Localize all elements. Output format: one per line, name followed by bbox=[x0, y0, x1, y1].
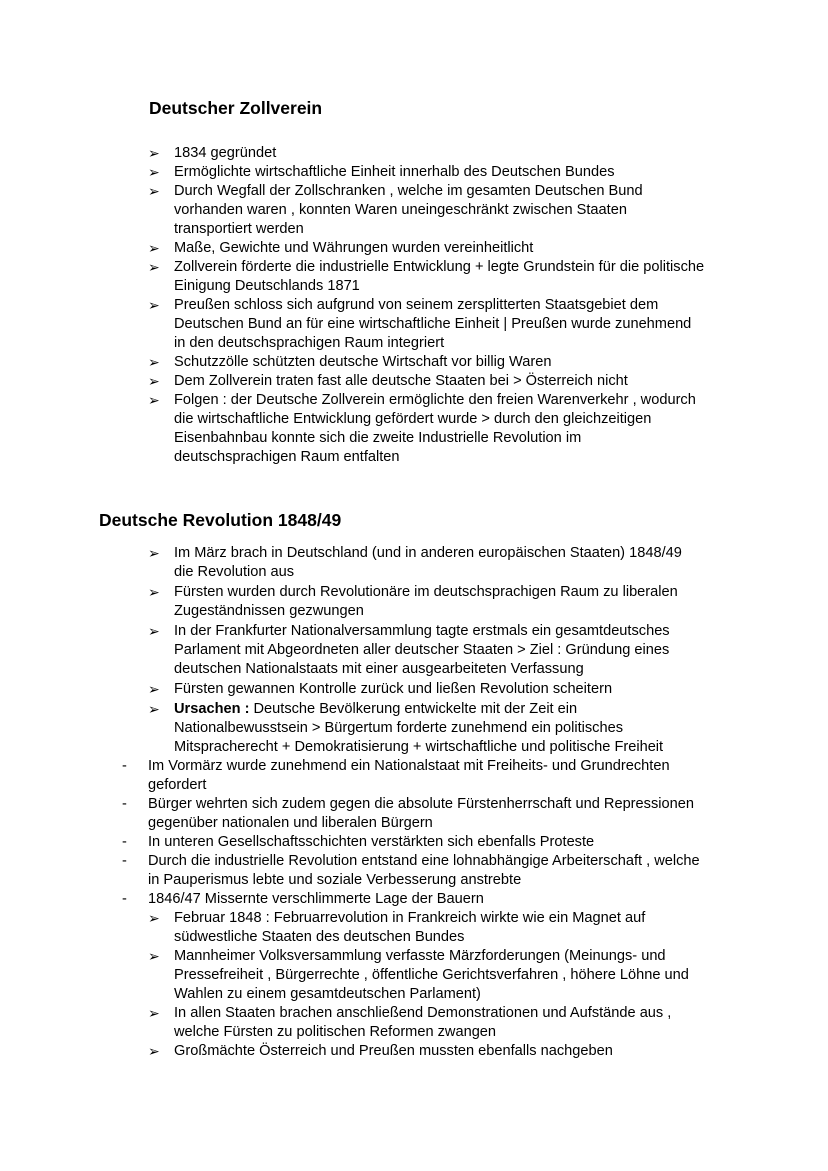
item-line: 1834 gegründet bbox=[174, 145, 277, 161]
arrow-bullet-icon: ➢ bbox=[148, 183, 160, 199]
bullet-list-item bbox=[148, 1042, 793, 1061]
arrow-bullet-icon: ➢ bbox=[148, 373, 160, 389]
dash-marker: - bbox=[122, 853, 127, 869]
bullet-list-item bbox=[148, 353, 788, 372]
item-line: Folgen : der Deutsche Zollverein ermöglichte den freien Warenverkehr , wodurch bbox=[174, 392, 696, 408]
item-line: in Pauperismus lebte und soziale Verbesserung anstrebte bbox=[148, 872, 522, 888]
item-line: Pressefreiheit , Bürgerrechte , öffentliche Gerichtsverfahren , höhere Löhne und bbox=[174, 967, 689, 983]
item-line: die wirtschaftliche Entwicklung gefördert wurde > durch den gleichzeitigen bbox=[174, 411, 652, 427]
item-line: transportiert werden bbox=[174, 221, 304, 237]
bullet-list-item bbox=[148, 296, 788, 353]
arrow-bullet-icon: ➢ bbox=[148, 1005, 160, 1021]
revolution-list bbox=[113, 543, 793, 1061]
dash-list-item bbox=[113, 833, 793, 852]
bullet-list-item bbox=[148, 391, 788, 467]
item-line: Mannheimer Volksversammlung verfasste Märzforderungen (Meinungs- und bbox=[174, 948, 666, 964]
item-line: Deutsche Bevölkerung entwickelte mit der Zeit ein bbox=[249, 701, 578, 717]
item-line: Deutschen Bund an für eine wirtschaftliche Einheit | Preußen wurde zunehmend bbox=[174, 316, 692, 332]
arrow-bullet-icon: ➢ bbox=[148, 545, 160, 561]
item-line: Mitspracherecht + Demokratisierung + wirtschaftliche und politische Freiheit bbox=[174, 739, 664, 755]
item-line: Im März brach in Deutschland (und in anderen europäischen Staaten) 1848/49 bbox=[174, 545, 682, 561]
zollverein-list bbox=[148, 144, 788, 467]
heading-revolution: Deutsche Revolution 1848/49 bbox=[99, 510, 342, 530]
item-line: Zugeständnissen gezwungen bbox=[174, 603, 364, 619]
item-line: gegenüber nationalen und liberalen Bürgern bbox=[148, 815, 433, 831]
item-line: deutschsprachigen Raum entfalten bbox=[174, 449, 400, 465]
bullet-list-item bbox=[148, 258, 788, 296]
item-line: Eisenbahnbau konnte sich die zweite Industrielle Revolution im bbox=[174, 430, 582, 446]
arrow-bullet-icon: ➢ bbox=[148, 354, 160, 370]
dash-marker: - bbox=[122, 834, 127, 850]
item-line: Schutzzölle schützten deutsche Wirtschaft vor billig Waren bbox=[174, 354, 552, 370]
bullet-list-item bbox=[148, 372, 788, 391]
item-line: Im Vormärz wurde zunehmend ein Nationalstaat mit Freiheits- und Grundrechten bbox=[148, 758, 670, 774]
item-line: Nationalbewusstsein > Bürgertum forderte zunehmend ein politisches bbox=[174, 720, 624, 736]
dash-list-item bbox=[113, 795, 793, 833]
item-line: vorhanden waren , konnten Waren uneingeschränkt zwischen Staaten bbox=[174, 202, 627, 218]
item-line: welche Fürsten zu politischen Reformen zwangen bbox=[174, 1024, 497, 1040]
bullet-list-item bbox=[148, 947, 793, 1004]
arrow-bullet-icon: ➢ bbox=[148, 259, 160, 275]
item-line: Zollverein förderte die industrielle Entwicklung + legte Grundstein für die politische bbox=[174, 259, 705, 275]
item-line: Parlament mit Abgeordneten aller deutscher Staaten > Ziel : Gründung eines bbox=[174, 642, 670, 658]
item-line: 1846/47 Missernte verschlimmerte Lage der Bauern bbox=[148, 891, 484, 907]
arrow-bullet-icon: ➢ bbox=[148, 145, 160, 161]
item-line: Maße, Gewichte und Währungen wurden vereinheitlicht bbox=[174, 240, 534, 256]
item-line: Großmächte Österreich und Preußen mussten ebenfalls nachgeben bbox=[174, 1043, 613, 1059]
bullet-list-item bbox=[148, 1004, 793, 1042]
arrow-bullet-icon: ➢ bbox=[148, 1043, 160, 1059]
item-line: In allen Staaten brachen anschließend Demonstrationen und Aufstände aus , bbox=[174, 1005, 672, 1021]
bullet-list-item bbox=[148, 622, 793, 679]
dash-list-item bbox=[113, 890, 793, 909]
item-line: Preußen schloss sich aufgrund von seinem zersplitterten Staatsgebiet dem bbox=[174, 297, 659, 313]
bullet-list-item bbox=[148, 909, 793, 947]
arrow-bullet-icon: ➢ bbox=[148, 584, 160, 600]
dash-marker: - bbox=[122, 796, 127, 812]
item-line: Bürger wehrten sich zudem gegen die absolute Fürstenherrschaft und Repressionen bbox=[148, 796, 694, 812]
item-line: die Revolution aus bbox=[174, 564, 295, 580]
bullet-list-item bbox=[148, 583, 793, 621]
item-line: gefordert bbox=[148, 777, 207, 793]
dash-list-item bbox=[113, 757, 793, 795]
item-line: Fürsten gewannen Kontrolle zurück und ließen Revolution scheitern bbox=[174, 681, 613, 697]
bullet-list-item bbox=[148, 239, 788, 258]
item-line: Wahlen zu einem gesamtdeutschen Parlament) bbox=[174, 986, 481, 1002]
heading-zollverein: Deutscher Zollverein bbox=[149, 98, 323, 118]
item-line: deutschen Nationalstaats mit einer ausgearbeiteten Verfassung bbox=[174, 661, 584, 677]
arrow-bullet-icon: ➢ bbox=[148, 297, 160, 313]
bullet-list-item bbox=[148, 544, 793, 582]
dash-list-item bbox=[113, 852, 793, 890]
bullet-list-item-ursachen bbox=[148, 700, 793, 757]
item-line: Dem Zollverein traten fast alle deutsche Staaten bei > Österreich nicht bbox=[174, 373, 628, 389]
arrow-bullet-icon: ➢ bbox=[148, 681, 160, 697]
arrow-bullet-icon: ➢ bbox=[148, 164, 160, 180]
arrow-bullet-icon: ➢ bbox=[148, 240, 160, 256]
arrow-bullet-icon: ➢ bbox=[148, 701, 160, 717]
ursachen-label: Ursachen : bbox=[174, 701, 250, 717]
arrow-bullet-icon: ➢ bbox=[148, 392, 160, 408]
dash-marker: - bbox=[122, 891, 127, 907]
item-line: in den deutschsprachigen Raum integriert bbox=[174, 335, 445, 351]
bullet-list-item bbox=[148, 144, 788, 163]
item-line: In der Frankfurter Nationalversammlung tagte erstmals ein gesamtdeutsches bbox=[174, 623, 670, 639]
item-line: Ermöglichte wirtschaftliche Einheit innerhalb des Deutschen Bundes bbox=[174, 164, 615, 180]
item-line: Durch Wegfall der Zollschranken , welche im gesamten Deutschen Bund bbox=[174, 183, 643, 199]
dash-marker: - bbox=[122, 758, 127, 774]
item-line: Einigung Deutschlands 1871 bbox=[174, 278, 360, 294]
arrow-bullet-icon: ➢ bbox=[148, 948, 160, 964]
arrow-bullet-icon: ➢ bbox=[148, 910, 160, 926]
bullet-list-item bbox=[148, 163, 788, 182]
bullet-list-item bbox=[148, 680, 793, 699]
arrow-bullet-icon: ➢ bbox=[148, 623, 160, 639]
bullet-list-item bbox=[148, 182, 788, 239]
item-line: Durch die industrielle Revolution entstand eine lohnabhängige Arbeiterschaft , welche bbox=[148, 853, 700, 869]
item-line: Februar 1848 : Februarrevolution in Frankreich wirkte wie ein Magnet auf bbox=[174, 910, 646, 926]
item-line: südwestliche Staaten des deutschen Bundes bbox=[174, 929, 465, 945]
item-line: In unteren Gesellschaftsschichten verstärkten sich ebenfalls Proteste bbox=[148, 834, 595, 850]
item-line: Fürsten wurden durch Revolutionäre im deutschsprachigen Raum zu liberalen bbox=[174, 584, 678, 600]
